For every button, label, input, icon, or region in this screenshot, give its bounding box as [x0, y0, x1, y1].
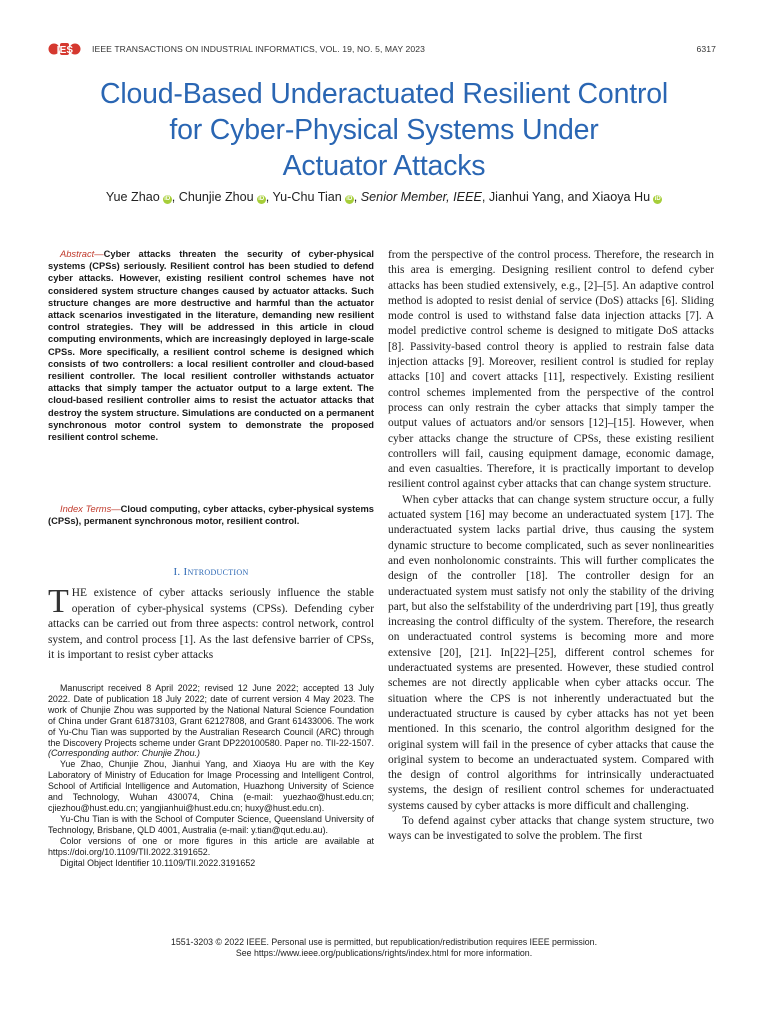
author-name: Jianhui Yang, and Xiaoya Hu — [488, 190, 651, 204]
footnote: Yue Zhao, Chunjie Zhou, Jianhui Yang, and Xiaoya Hu are with the Key Laboratory of Ministry of Education for Image Processing and Intelligent Control, School of Artificial Intelligence and Automation, Huazhong University of Science and Technology, Wuhan 430074, China (e-mail: yuezhao@hust.edu.cn; cjiezhou@hust.edu.cn; yangjianhui@hust.edu.cn; huxy@hust.edu.cn). — [48, 759, 374, 813]
orcid-icon[interactable]: iD — [654, 196, 661, 202]
body-paragraph: from the perspective of the control process. Therefore, the research in this area is emerging. Designing resilient control to defend cyber attacks has been studied extensively, e.g., [2]–[5]. An adaptive control method is adopted to resist denial of service (DoS) attacks [6]. Sliding mode control is used to withstand false data injection attacks [7]. A model predictive control scheme is designed to mitigate DoS attacks [8]. Passivity-based control theory is applied to restrain false data injection attacks [9]. Moreover, resilient control is studied for replay attacks [10] and covert attacks [11], respectively. Existing resilient control schemes implemented from the perspective of the control process can only restrain the cyber attacks that simply tamper the output values of actuators and/or sensors [12]–[15]. However, when cyber attacks change the structure of CPSs, these existing resilient controllers will fail, causing equipment damage, economic damage, and even casualties. Therefore, it is practically important to develop resilient control against cyber attacks that can change system structure. — [388, 249, 714, 491]
ies-logo-icon — [48, 40, 82, 58]
author-membership: Senior Member, IEEE — [360, 190, 482, 204]
copyright-line-1: 1551-3203 © 2022 IEEE. Personal use is permitted, but republication/redistribution requires IEEE permission. — [170, 937, 598, 947]
footnote: Digital Object Identifier 10.1109/TII.2022.3191652 — [60, 857, 256, 868]
journal-name: IEEE TRANSACTIONS ON INDUSTRIAL INFORMATICS, VOL. 19, NO. 5, MAY 2023 — [92, 44, 426, 54]
page-number: 6317 — [696, 44, 716, 54]
drop-cap: T — [48, 583, 69, 620]
copyright-line-2: See https://www.ieee.org/publications/rights/index.html for more information. — [235, 948, 533, 958]
index-terms-text: Cloud computing, cyber attacks, cyber-physical systems (CPSs), permanent synchronous motor, resilient control. — [48, 504, 374, 527]
intro-paragraph — [48, 583, 374, 664]
intro-text: HE existence of cyber attacks seriously influence the stable operation of cyber-physical systems (CPSs). Defending cyber attacks can be carried out from three aspects: control network, control system, and control process [1]. As the last defensive barrier of CPSs, it is important to resist cyber attacks — [48, 587, 374, 661]
svg-text:IES: IES — [56, 45, 74, 56]
paper-title — [40, 76, 728, 184]
section-heading — [48, 566, 374, 578]
copyright-notice — [40, 937, 728, 959]
author-name: Yu-Chu Tian — [272, 190, 342, 204]
footnotes — [48, 683, 374, 868]
index-terms — [48, 503, 374, 527]
title-line-2: for Cyber-Physical Systems Under — [169, 114, 599, 146]
page-header — [48, 40, 716, 58]
abstract-text: Cyber attacks threaten the security of cyber-physical systems (CPSs) seriously. Resilient control has been studied to defend cyber attacks. However, existing resilient control schemes have not considered system structure changes caused by actuator attacks. Such structure changes are more destructive and harmful than the actuator attack scenarios investigated in the literature, demanding new resilient control strategies. They will be addressed in this article in cloud computing environments, which are increasingly deployed in large-scale CPSs. More specifically, a resilient control scheme is designed which consists of two controllers: a local resilient controller and cloud-based resilient controller. The local resilient controller withstands actuator attacks that simply tamper the actuator output to a large extent. The cloud-based resilient controller aims to resist the actuator attacks that destroy the system structure. Simulations are conducted on a permanent synchronous motor control system to demonstrate the proposed resilient control scheme. — [48, 249, 374, 443]
index-terms-label: Index Terms— — [60, 504, 121, 514]
orcid-icon[interactable]: iD — [164, 196, 171, 202]
footnote: Manuscript received 8 April 2022; revised 12 June 2022; accepted 13 July 2022. Date of publication 18 July 2022; date of current version 4 May 2023. The work of Chunjie Zhou was supported by the National Natural Science Foundation of China under Grant 61873103, Grant 62127808, and Grant 61433006. The work of Yu-Chu Tian was supported by the Australian Research Council (ARC) through the Discovery Projects scheme under Grant DP220100580. Paper no. TII-22-1507. (Corresponding author: Chunjie Zhou.) — [48, 683, 374, 759]
orcid-icon[interactable]: iD — [346, 196, 353, 202]
abstract — [48, 248, 374, 443]
body-paragraph: When cyber attacks that can change system structure occur, a fully actuated system [16] may become an underactuated system [17]. The underactuated system lacks partial drive, thus causing the system dynamic structure to become complicated, such as sever nonlinearities and even nonholonomic constraints. This will further complicates the design of the controller [18]. The controller design for an underactuated system must satisfy not only the stability of the driving part, but also the selfstability of the underdriving part [19], thus greatly increasing the control difficulty of the system. Therefore, the research on underactuated control systems is becoming more and more extensive [20], [21]. In[22]–[25], different control schemes for underactuated systems are presented. However, these studied control schemes are not directly applicable when cyber attacks occur. The situation where the CPS is not inherently underactuated but the underactuated structure is caused by cyber attacks has not yet been mentioned. In this scenario, the control algorithm designed for the original system will fail in the presence of cyber attacks that cause the original system to become an underactuated system. Compared with the design of control algorithms for intrinsically underactuated systems, the design of resilient control schemes for underactuated systems caused by cyber attacks is more difficult and challenging. — [388, 493, 714, 812]
footnote: Yu-Chu Tian is with the School of Computer Science, Queensland University of Technology, Brisbane, QLD 4001, Australia (e-mail: y.tian@qut.edu.au). — [48, 813, 374, 835]
right-column-text — [388, 248, 714, 845]
abstract-label: Abstract— — [60, 249, 104, 259]
section-number: I. — [173, 566, 181, 578]
section-title: Introduction — [183, 566, 249, 578]
footnote: Color versions of one or more figures in this article are available at https://doi.org/10.1109/TII.2022.3191652. — [48, 835, 374, 857]
orcid-icon[interactable]: iD — [258, 196, 265, 202]
title-line-1: Cloud-Based Underactuated Resilient Control — [99, 78, 669, 110]
author-name: Chunjie Zhou — [178, 190, 254, 204]
author-list: Yue Zhao iD , Chunjie Zhou iD , Yu-Chu Tian iD , Senior Member, IEEE, Jianhui Yang, and Xiaoya Hu iD — [105, 190, 661, 204]
body-paragraph: To defend against cyber attacks that change system structure, two ways can be investigated to solve the problem. The first — [388, 814, 714, 843]
author-name: Yue Zhao — [105, 190, 160, 204]
corresponding-author: (Corresponding author: Chunjie Zhou.) — [48, 748, 200, 759]
title-line-3: Actuator Attacks — [282, 150, 486, 182]
